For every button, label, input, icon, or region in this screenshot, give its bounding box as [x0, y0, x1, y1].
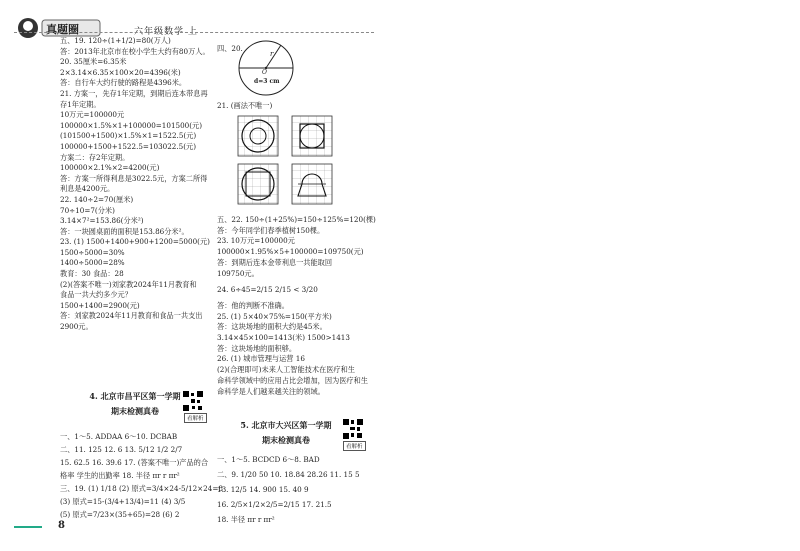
answer-line: 教育：30 食品：28 [60, 269, 124, 279]
answer-line: 答：这块场地的面积够。 [217, 343, 297, 353]
exam5-title [226, 420, 346, 446]
answer-line: 答：到期后连本金带利息一共能取回 [217, 257, 333, 267]
right-column [217, 215, 376, 397]
right-q21-label [217, 101, 362, 112]
radius-label: r [270, 50, 274, 58]
answer-line: 三、19. (1) 1/18 (2) 原式=3/4×24-5/12×24=8 [60, 484, 223, 493]
center-label: O [262, 69, 267, 76]
answer-line: 答：自行车大约行驶的路程是4396米。 [60, 78, 187, 88]
answer-line: 答：2013年北京市在校小学生大约有80万人。 [60, 46, 210, 56]
answer-line: 2900元。 [60, 322, 93, 332]
answer-line: 1500+1400=2900(元) [60, 300, 140, 310]
answer-line: 答：一块圆桌面的面积是153.86分米²。 [60, 226, 189, 236]
answer-line: 21. 方案一，先存1年定期，到期后连本带息再 [60, 88, 208, 98]
answer-line: 20. 35厘米=6.35米 [60, 57, 127, 67]
exam5-title-line1: 5. 北京市大兴区第一学期 [240, 420, 332, 430]
answer-line: 100000×2.1%×2=4200(元) [60, 163, 160, 173]
answer-line: 10万元=100000元 [60, 110, 125, 120]
answer-line: (3) 原式=15-(3/4+13/4)=11 (4) 3/5 [60, 497, 186, 506]
answer-line: 22. 140÷2=70(厘米) [60, 194, 134, 204]
answer-line: (2)(答案不唯一)刘家教2024年11月教育和 [60, 279, 197, 289]
answer-line: 利息是4200元。 [60, 184, 115, 194]
answer-line: 答：方案一所得利息是3022.5元，方案二所得 [60, 173, 208, 183]
answer-line: 答：今年同学们春季植树150棵。 [217, 225, 325, 235]
exam5-qr-label[interactable]: 看解析 [343, 441, 366, 451]
answer-line: 一、1～5. BCDCD 6～8. BAD [217, 455, 320, 464]
answer-line: 答：这块场地的面积大约是45米。 [217, 322, 327, 332]
answer-line: 26. (1) 城市管理与运营 16 [217, 354, 305, 364]
answer-line: 2×3.14×6.35×100×20=4396(米) [60, 67, 181, 77]
brand-name: 真题圈 [46, 23, 79, 36]
answer-line: 食品一共大约多少元？ [60, 290, 132, 300]
answer-line: 答：他的判断不准确。 [217, 300, 289, 310]
answer-line: 3.14×45×100=1413(米) 1500>1413 [217, 333, 350, 343]
answer-line: 1500÷5000=30% [60, 247, 125, 257]
answer-line: 存1年定期。 [60, 99, 101, 109]
answer-line: 1400÷5000=28% [60, 258, 125, 268]
answer-line: 3.14×7²=153.86(分米²) [60, 216, 144, 226]
answer-line: 二、9. 1/20 50 10. 18.84 28.26 11. 15 5 [217, 470, 360, 479]
exam5-title-line2: 期末检测真卷 [262, 435, 310, 445]
answer-line: 25. (1) 5×40×75%=150(平方米) [217, 311, 332, 321]
answer-line: 命科学是人们越来越关注的领域。 [217, 386, 325, 396]
exam4-qr-code[interactable] [182, 390, 204, 412]
answer-line: 70÷10=7(分米) [60, 205, 115, 215]
answer-line: 100000+1500+1522.5=103022.5(元) [60, 141, 197, 151]
footer-accent [14, 526, 42, 528]
answer-line: 21. (画法不唯一) [217, 101, 273, 110]
answer-line: 方案二：存2年定期。 [60, 152, 130, 162]
grade-title: 六年级数学 上 [134, 27, 198, 37]
answer-line: 一、1～5. ADDAA 6～10. DCBAB [60, 432, 178, 441]
answer-line: 格率 学生的出勤率 18. 半径 πr r πr² [60, 471, 180, 480]
answer-line: 二、11. 125 12. 6 13. 5/12 1/2 2/7 [60, 445, 183, 454]
answer-line: 五、19. 120÷(1+1/2)=80(万人) [60, 36, 171, 45]
answer-line: (2)(合理即可)未来人工智能技术在医疗和生 [217, 365, 355, 375]
answer-line: 13. 12/5 14. 900 15. 40 9 [217, 485, 309, 494]
diameter-label: d=3 cm [254, 78, 280, 85]
answer-line: 23. (1) 1500+1400+900+1200=5000(元) [60, 237, 210, 247]
answer-line: 四、20. [217, 44, 243, 53]
exam4-answers [60, 430, 223, 521]
answer-line: 109750元。 [217, 268, 259, 278]
answer-line: 24. 6÷45=2/15 2/15 < 3/20 [217, 285, 318, 295]
left-column [60, 36, 210, 333]
answer-line: 五、22. 150÷(1+25%)=150÷125%=120(棵) [217, 215, 376, 224]
exam4-title [70, 391, 200, 417]
exam4-qr-label[interactable]: 看解析 [184, 413, 207, 423]
exam4-title-line1: 4. 北京市昌平区第一学期 [89, 391, 181, 401]
page-number: 8 [58, 520, 65, 531]
answer-line: 命科学领域中的应用占比会增加，因为医疗和生 [217, 375, 368, 385]
answer-line: (101500+1500)×1.5%×1=1522.5(元) [60, 131, 197, 141]
answer-line: 100000×1.95%×5+100000=109750(元) [217, 247, 364, 257]
answer-line: (5) 原式=7/23×(35+65)=28 (6) 2 [60, 510, 180, 519]
exam5-answers [217, 452, 362, 527]
header-divider [14, 32, 374, 33]
answer-line: 15. 62.5 16. 39.6 17. (答案不唯一)产品的合 [60, 458, 209, 467]
answer-line: 23. 10万元=100000元 [217, 236, 295, 246]
answer-line: 100000×1.5%×1+100000=101500(元) [60, 120, 203, 130]
answer-line: 答：刘家教2024年11月教育和食品一共支出 [60, 311, 203, 321]
exam5-qr-code[interactable] [342, 418, 364, 440]
exam4-title-line2: 期末检测真卷 [111, 406, 159, 416]
answer-line: 16. 2/5×1/2×2/5=2/15 17. 21.5 [217, 500, 332, 509]
grid-figures [236, 114, 340, 206]
circle-figure [236, 40, 296, 100]
answer-line: 18. 半径 πr r πr² [217, 515, 275, 524]
